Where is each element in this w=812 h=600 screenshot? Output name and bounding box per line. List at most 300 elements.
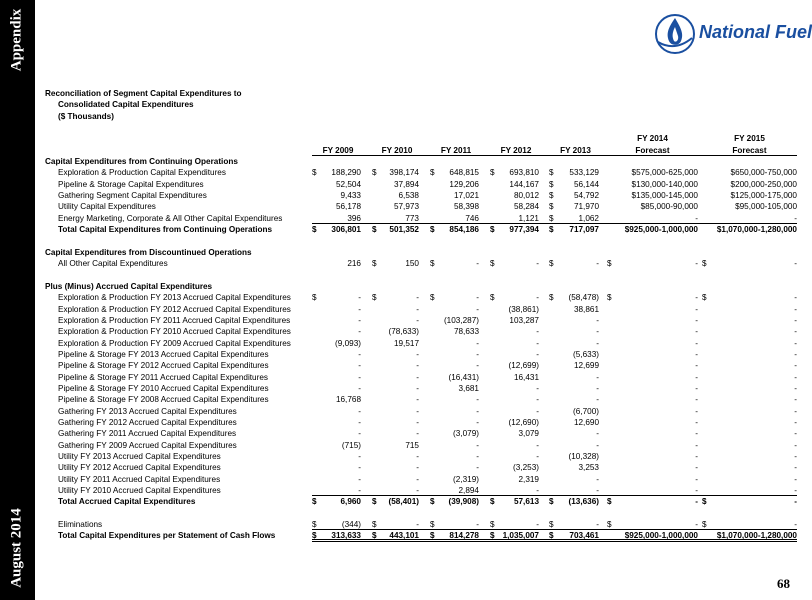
cell-value: - <box>794 372 797 382</box>
cell-value: - <box>416 417 419 427</box>
cell-value: 3,253 <box>578 463 599 473</box>
cell-value: 80,012 <box>513 191 539 201</box>
cell-value: 19,517 <box>393 338 419 348</box>
column-header-1: FY 2009 <box>322 145 354 155</box>
cell-value: - <box>358 452 361 461</box>
cell-value: - <box>536 259 539 269</box>
cell-value: - <box>476 293 479 303</box>
table-row <box>45 167 795 178</box>
total-row <box>45 496 795 507</box>
table-row <box>45 360 795 371</box>
cell-value: - <box>416 395 419 405</box>
cell-value: 1,035,007 <box>502 531 539 541</box>
title-line-1 <box>45 88 795 99</box>
cell-value: 2,319 <box>518 474 539 484</box>
table-row <box>45 190 795 201</box>
row-label: Eliminations <box>58 520 103 530</box>
column-header-6: Forecast <box>635 145 670 155</box>
table-subtitle: Consolidated Capital Expenditures <box>58 100 194 110</box>
page-number: 68 <box>777 576 790 591</box>
row-label: Capital Expenditures from Discountinued Operations <box>45 247 252 257</box>
cell-value: 443,101 <box>389 531 419 541</box>
cell-value: - <box>476 395 479 405</box>
cell-value: (16,431) <box>448 372 479 382</box>
cell-value: - <box>794 497 797 507</box>
cell-value: - <box>596 474 599 484</box>
logo-wordmark: National Fuel <box>699 22 812 42</box>
cell-value: - <box>358 383 361 393</box>
title-line-2 <box>45 99 795 110</box>
currency-symbol: $ <box>490 293 495 303</box>
cell-value: - <box>695 315 698 325</box>
cell-value: 56,178 <box>335 202 361 212</box>
row-label: Utility FY 2011 Accrued Capital Expenditures <box>58 474 221 484</box>
cell-value: 52,504 <box>335 179 361 189</box>
total-row <box>45 530 795 541</box>
cell-value: - <box>416 520 419 530</box>
cell-value: 6,960 <box>340 497 361 507</box>
cell-value: - <box>416 474 419 484</box>
currency-symbol: $ <box>549 531 554 541</box>
cell-value: - <box>794 417 797 427</box>
cell-value: - <box>536 293 539 303</box>
cell-value: - <box>416 406 419 416</box>
currency-symbol: $ <box>372 531 377 541</box>
cell-value: - <box>794 429 797 439</box>
currency-symbol: $ <box>549 497 554 507</box>
cell-value: - <box>476 440 479 450</box>
currency-symbol: $ <box>490 168 495 178</box>
cell-value: - <box>695 293 698 303</box>
table-row <box>45 213 795 224</box>
header-underline <box>312 145 797 156</box>
row-label: Total Capital Expenditures from Continuing Operations <box>58 225 273 235</box>
currency-symbol: $ <box>702 497 707 507</box>
row-label: Plus (Minus) Accrued Capital Expenditures <box>45 281 213 291</box>
cell-value: 3,079 <box>518 429 539 439</box>
spacer-row <box>45 508 795 519</box>
cell-value: - <box>358 349 361 359</box>
row-label: Total Capital Expenditures per Statement of Cash Flows <box>58 531 276 541</box>
cell-value: 57,973 <box>393 202 419 212</box>
row-label: Pipeline & Storage FY 2010 Accrued Capital Expenditures <box>58 383 269 393</box>
cell-value: - <box>358 463 361 473</box>
row-label: Energy Marketing, Corporate & All Other Capital Expenditures <box>58 213 283 223</box>
currency-symbol: $ <box>490 225 495 235</box>
currency-symbol: $ <box>312 225 317 235</box>
currency-symbol: $ <box>490 531 495 541</box>
units-label: ($ Thousands) <box>58 111 114 121</box>
cell-value: $85,000-90,000 <box>640 202 698 212</box>
row-label: Gathering FY 2013 Accrued Capital Expenditures <box>58 406 237 416</box>
currency-symbol: $ <box>702 520 707 530</box>
cell-value: $125,000-175,000 <box>730 191 797 201</box>
row-label: Pipeline & Storage FY 2013 Accrued Capital Expenditures <box>58 349 269 359</box>
currency-symbol: $ <box>312 520 317 530</box>
cell-value: (9,093) <box>335 338 361 348</box>
date-label: August 2014 <box>8 508 25 588</box>
currency-symbol: $ <box>372 520 377 530</box>
currency-symbol: $ <box>430 293 435 303</box>
table-row <box>45 462 795 473</box>
row-label: Gathering FY 2011 Accrued Capital Expenditures <box>58 429 237 439</box>
cell-value: 58,398 <box>453 202 479 212</box>
cell-value: 103,287 <box>509 315 539 325</box>
table-row <box>45 338 795 349</box>
cell-value: - <box>416 463 419 473</box>
cell-value: - <box>794 304 797 314</box>
table-row <box>45 485 795 496</box>
cell-value: - <box>695 497 698 507</box>
currency-symbol: $ <box>549 202 554 212</box>
cell-value: - <box>695 463 698 473</box>
cell-value: (12,690) <box>508 417 539 427</box>
cell-value: - <box>416 315 419 325</box>
row-label: Pipeline & Storage FY 2008 Accrued Capital Expenditures <box>58 395 269 405</box>
column-header-top-6: FY 2014 <box>637 134 668 144</box>
cell-value: $200,000-250,000 <box>730 179 797 189</box>
cell-value: - <box>476 520 479 530</box>
row-label: Utility FY 2012 Accrued Capital Expenditures <box>58 463 221 473</box>
cell-value: - <box>476 304 479 314</box>
table-title: Reconciliation of Segment Capital Expenditures to <box>45 89 242 98</box>
cell-value: - <box>536 452 539 461</box>
table-row <box>45 292 795 303</box>
cell-value: - <box>476 259 479 269</box>
spacer-row <box>45 122 795 133</box>
table-row <box>45 394 795 405</box>
cell-value: $575,000-625,000 <box>631 168 698 178</box>
table-row <box>45 428 795 439</box>
currency-symbol: $ <box>549 179 554 189</box>
row-label: Total Accrued Capital Expenditures <box>58 497 196 507</box>
cell-value: - <box>794 395 797 405</box>
cell-value: $1,070,000-1,280,000 <box>716 531 797 541</box>
cell-value: 717,097 <box>569 225 599 235</box>
column-header-top <box>45 133 795 144</box>
row-label: Exploration & Production FY 2010 Accrued Capital Expenditures <box>58 327 291 337</box>
cell-value: - <box>536 440 539 450</box>
table-row <box>45 406 795 417</box>
cell-value: 773 <box>405 213 419 223</box>
company-logo <box>655 12 812 56</box>
cell-value: - <box>794 349 797 359</box>
cell-value: 17,021 <box>453 191 479 201</box>
cell-value: - <box>695 395 698 405</box>
currency-symbol: $ <box>312 497 317 507</box>
cell-value: - <box>476 338 479 348</box>
column-header-5: FY 2013 <box>560 145 591 155</box>
cell-value: - <box>416 486 419 496</box>
cell-value: - <box>695 383 698 393</box>
cell-value: - <box>416 452 419 461</box>
cell-value: 6,538 <box>398 191 419 201</box>
currency-symbol: $ <box>549 520 554 530</box>
cell-value: - <box>596 327 599 337</box>
cell-value: - <box>695 372 698 382</box>
cell-value: 313,633 <box>331 531 361 541</box>
cell-value: 3,681 <box>458 383 479 393</box>
section-label: Appendix <box>8 8 25 72</box>
cell-value: - <box>596 440 599 450</box>
cell-value: - <box>695 259 698 269</box>
cell-value: - <box>794 440 797 450</box>
column-header-top-7: FY 2015 <box>734 134 765 144</box>
cell-value: 188,290 <box>331 168 361 178</box>
currency-symbol: $ <box>372 168 377 178</box>
cell-value: - <box>695 520 698 530</box>
cell-value: - <box>476 361 479 371</box>
cell-value: 1,062 <box>578 213 599 223</box>
cell-value: 16,768 <box>335 395 361 405</box>
cell-value: - <box>794 338 797 348</box>
spacer-row <box>45 235 795 246</box>
cell-value: - <box>794 327 797 337</box>
cell-value: 16,431 <box>513 372 539 382</box>
currency-symbol: $ <box>607 497 612 507</box>
cell-value: - <box>416 429 419 439</box>
cell-value: 129,206 <box>449 179 479 189</box>
cell-value: - <box>536 349 539 359</box>
title-line-3 <box>45 111 795 122</box>
row-label: Exploration & Production FY 2009 Accrued Capital Expenditures <box>58 338 291 348</box>
cell-value: 2,894 <box>458 486 479 496</box>
cell-value: 71,970 <box>573 202 599 212</box>
cell-value: (3,253) <box>513 463 539 473</box>
currency-symbol: $ <box>430 497 435 507</box>
cell-value: - <box>358 486 361 496</box>
cell-value: (3,079) <box>453 429 479 439</box>
row-label: Utility FY 2010 Accrued Capital Expenditures <box>58 486 221 496</box>
cell-value: - <box>416 349 419 359</box>
cell-value: 396 <box>347 213 361 223</box>
column-header-2: FY 2010 <box>381 145 413 155</box>
cell-value: (5,633) <box>573 349 599 359</box>
cell-value: - <box>695 213 698 223</box>
currency-symbol: $ <box>430 225 435 235</box>
cell-value: - <box>794 474 797 484</box>
currency-symbol: $ <box>430 168 435 178</box>
currency-symbol: $ <box>430 259 435 269</box>
cell-value: 703,461 <box>569 531 599 541</box>
cell-value: - <box>416 293 419 303</box>
cell-value: - <box>695 304 698 314</box>
currency-symbol: $ <box>702 293 707 303</box>
row-label: Utility Capital Expenditures <box>58 202 156 212</box>
currency-symbol: $ <box>490 497 495 507</box>
table-body <box>45 156 795 542</box>
table-row <box>45 417 795 428</box>
cell-value: 38,861 <box>573 304 599 314</box>
section-header-row <box>45 281 795 292</box>
cell-value: - <box>476 349 479 359</box>
cell-value: - <box>536 406 539 416</box>
cell-value: 12,690 <box>573 417 599 427</box>
cell-value: - <box>794 293 797 303</box>
cell-value: $650,000-750,000 <box>730 168 797 178</box>
cell-value: - <box>794 463 797 473</box>
cell-value: 533,129 <box>569 168 599 178</box>
subtotal-underline <box>312 485 797 496</box>
cell-value: 306,801 <box>331 225 361 235</box>
cell-value: - <box>596 259 599 269</box>
cell-value: (10,328) <box>568 452 599 461</box>
sidebar <box>0 0 35 600</box>
cell-value: - <box>794 315 797 325</box>
currency-symbol: $ <box>372 225 377 235</box>
cell-value: - <box>596 315 599 325</box>
cell-value: (2,319) <box>453 474 479 484</box>
cell-value: 398,174 <box>389 168 419 178</box>
column-header-4: FY 2012 <box>500 145 532 155</box>
cell-value: - <box>695 406 698 416</box>
table-row <box>45 383 795 394</box>
subtotal-underline <box>312 519 797 530</box>
cell-value: 57,613 <box>513 497 539 507</box>
cell-value: - <box>596 383 599 393</box>
cell-value: - <box>794 213 797 223</box>
grand-total-double-underline <box>312 530 797 542</box>
row-label: Pipeline & Storage FY 2011 Accrued Capital Expenditures <box>58 372 268 382</box>
cell-value: - <box>596 429 599 439</box>
cell-value: 648,815 <box>449 168 479 178</box>
cell-value: $1,070,000-1,280,000 <box>716 225 797 235</box>
table-row <box>45 179 795 190</box>
cell-value: - <box>358 315 361 325</box>
cell-value: - <box>536 327 539 337</box>
cell-value: 54,792 <box>573 191 599 201</box>
currency-symbol: $ <box>549 293 554 303</box>
currency-symbol: $ <box>549 259 554 269</box>
cell-value: 501,352 <box>389 225 419 235</box>
table-row <box>45 304 795 315</box>
row-label: Exploration & Production Capital Expenditures <box>58 168 226 178</box>
cell-value: (13,636) <box>568 497 599 507</box>
cell-value: (58,401) <box>388 497 419 507</box>
table-row <box>45 315 795 326</box>
column-header-bottom <box>45 145 795 156</box>
cell-value: - <box>695 486 698 496</box>
cell-value: 78,633 <box>453 327 479 337</box>
cell-value: - <box>794 259 797 269</box>
currency-symbol: $ <box>490 259 495 269</box>
cell-value: 715 <box>405 440 419 450</box>
cell-value: (103,287) <box>443 315 479 325</box>
currency-symbol: $ <box>430 520 435 530</box>
cell-value: (344) <box>341 520 361 530</box>
cell-value: (715) <box>341 440 361 450</box>
cell-value: - <box>358 474 361 484</box>
currency-symbol: $ <box>312 531 317 541</box>
cell-value: - <box>476 406 479 416</box>
cell-value: 693,810 <box>509 168 539 178</box>
cell-value: $95,000-105,000 <box>735 202 797 212</box>
total-row <box>45 224 795 235</box>
cell-value: - <box>476 463 479 473</box>
cell-value: 746 <box>465 213 479 223</box>
cell-value: - <box>358 417 361 427</box>
row-label: Exploration & Production FY 2012 Accrued Capital Expenditures <box>58 304 291 314</box>
cell-value: 58,284 <box>513 202 539 212</box>
cell-value: - <box>536 383 539 393</box>
table-row <box>45 258 795 269</box>
cell-value: $130,000-140,000 <box>631 179 698 189</box>
cell-value: - <box>596 372 599 382</box>
table-row <box>45 451 795 462</box>
cell-value: - <box>596 486 599 496</box>
cell-value: - <box>358 361 361 371</box>
column-header-3: FY 2011 <box>440 145 472 155</box>
cell-value: $925,000-1,000,000 <box>624 531 698 541</box>
cell-value: 150 <box>405 259 419 269</box>
row-label: Exploration & Production FY 2013 Accrued Capital Expenditures <box>58 293 291 303</box>
row-label: All Other Capital Expenditures <box>58 259 168 269</box>
currency-symbol: $ <box>372 259 377 269</box>
cell-value: 9,433 <box>340 191 361 201</box>
cell-value: 977,394 <box>509 225 539 235</box>
currency-symbol: $ <box>607 293 612 303</box>
currency-symbol: $ <box>607 259 612 269</box>
row-label: Capital Expenditures from Continuing Operations <box>45 157 238 167</box>
cell-value: (58,478) <box>568 293 599 303</box>
row-label: Gathering FY 2012 Accrued Capital Expenditures <box>58 417 237 427</box>
cell-value: - <box>596 338 599 348</box>
cell-value: - <box>695 440 698 450</box>
table-row <box>45 201 795 212</box>
cell-value: - <box>536 338 539 348</box>
cell-value: - <box>794 383 797 393</box>
cell-value: - <box>416 361 419 371</box>
cell-value: - <box>358 372 361 382</box>
currency-symbol: $ <box>702 259 707 269</box>
cell-value: - <box>695 349 698 359</box>
cell-value: - <box>416 383 419 393</box>
row-label: Pipeline & Storage Capital Expenditures <box>58 179 204 189</box>
cell-value: - <box>695 417 698 427</box>
currency-symbol: $ <box>549 168 554 178</box>
cell-value: - <box>536 395 539 405</box>
subtotal-underline <box>312 213 797 224</box>
cell-value: - <box>695 452 698 461</box>
cell-value: - <box>695 429 698 439</box>
cell-value: - <box>416 372 419 382</box>
cell-value: - <box>794 361 797 371</box>
cell-value: 854,186 <box>449 225 479 235</box>
cell-value: - <box>794 486 797 496</box>
table-row <box>45 474 795 485</box>
column-header-7: Forecast <box>732 145 767 155</box>
cell-value: - <box>536 486 539 496</box>
cell-value: - <box>596 395 599 405</box>
table-row <box>45 326 795 337</box>
cell-value: 1,121 <box>518 213 539 223</box>
row-label: Pipeline & Storage FY 2012 Accrued Capital Expenditures <box>58 361 269 371</box>
cell-value: - <box>536 520 539 530</box>
currency-symbol: $ <box>490 520 495 530</box>
cell-value: - <box>596 520 599 530</box>
cell-value: - <box>794 406 797 416</box>
cell-value: (12,699) <box>508 361 539 371</box>
cell-value: - <box>794 452 797 461</box>
row-label: Exploration & Production FY 2011 Accrued Capital Expenditures <box>58 315 291 325</box>
spacer-row <box>45 270 795 281</box>
cell-value: 216 <box>347 259 361 269</box>
cell-value: 144,167 <box>509 179 539 189</box>
cell-value: - <box>358 304 361 314</box>
currency-symbol: $ <box>549 213 554 223</box>
cell-value: - <box>358 429 361 439</box>
cell-value: - <box>695 338 698 348</box>
